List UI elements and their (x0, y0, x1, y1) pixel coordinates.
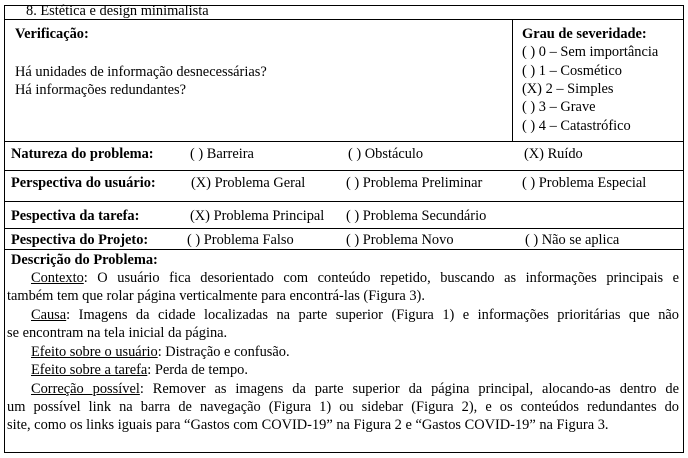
cause-text: : Imagens da cidade localizadas na parte superior (Figura 1) e informações prioritárias que não (66, 307, 679, 323)
task-effect-line (31, 361, 679, 379)
cause-line (31, 306, 679, 324)
cause-line (7, 324, 679, 342)
project-perspective-option: ( ) Problema Novo (346, 232, 454, 248)
context-line (31, 269, 679, 287)
cause-label: Causa (31, 307, 67, 323)
task-effect-text: : Perda de tempo. (147, 362, 248, 378)
nature-label: Natureza do problema: (11, 146, 154, 162)
user-effect-line (31, 343, 679, 361)
context-label: Contexto (31, 270, 84, 286)
table-divider (4, 141, 684, 142)
user-perspective-option: ( ) Problema Preliminar (346, 175, 483, 191)
table-divider (4, 201, 684, 202)
fix-line (7, 398, 679, 416)
context-text: também tem que rolar página verticalmente para encontrá-las (Figura 3). (7, 288, 425, 304)
heuristic-evaluation-form (4, 5, 684, 453)
task-perspective-option: ( ) Problema Secundário (346, 208, 487, 224)
nature-option-selected: (X) Ruído (524, 146, 583, 162)
fix-line (31, 380, 679, 398)
project-perspective-option: ( ) Não se aplica (525, 232, 620, 248)
fix-text: um possível link na barra de navegação (Figura 1) ou sidebar (Figura 2), e os conteúdos redundantes do (7, 399, 679, 415)
severity-option: ( ) 4 – Catastrófico (522, 118, 631, 134)
task-perspective-option-selected: (X) Problema Principal (190, 208, 325, 224)
cause-text: se encontram na tela inicial da página. (7, 325, 228, 341)
user-perspective-label: Perspectiva do usuário: (11, 175, 156, 191)
table-column-divider (512, 19, 513, 141)
table-divider (4, 249, 684, 250)
table-divider (4, 170, 684, 171)
severity-option-selected: (X) 2 – Simples (522, 81, 614, 97)
user-perspective-option: ( ) Problema Especial (522, 175, 647, 191)
nature-option: ( ) Barreira (190, 146, 254, 162)
task-perspective-label: Pespectiva da tarefa: (11, 208, 140, 224)
fix-label: Correção possível (31, 381, 140, 397)
severity-title: Grau de severidade: (522, 26, 647, 42)
section-heading: 8. Estética e design minimalista (26, 3, 209, 19)
table-border-left (4, 5, 5, 453)
fix-text: : Remover as imagens da parte superior da página principal, alocando-as dentro de (139, 381, 679, 397)
context-line (7, 287, 679, 305)
verification-question: Há informações redundantes? (15, 82, 187, 98)
context-text: : O usuário fica desorientado com conteúdo repetido, buscando as informações principais e (83, 270, 679, 286)
severity-option: ( ) 1 – Cosmético (522, 63, 622, 79)
user-effect-text: : Distração e confusão. (157, 344, 290, 360)
task-effect-label: Efeito sobre a tarefa (31, 362, 148, 378)
fix-text: site, como os links iguais para “Gastos com COVID-19” na Figura 2 e “Gastos COVID-19” na Figura 3. (7, 417, 609, 433)
user-perspective-option-selected: (X) Problema Geral (191, 175, 306, 191)
verification-question: Há unidades de informação desnecessárias? (15, 64, 267, 80)
verification-title: Verificação: (15, 26, 89, 42)
fix-line (7, 416, 679, 434)
table-divider (4, 228, 684, 229)
severity-option: ( ) 0 – Sem importância (522, 44, 659, 60)
severity-option: ( ) 3 – Grave (522, 99, 596, 115)
project-perspective-option: ( ) Problema Falso (187, 232, 294, 248)
description-title: Descrição do Problema: (11, 252, 158, 268)
project-perspective-label: Pespectiva do Projeto: (11, 232, 149, 248)
nature-option: ( ) Obstáculo (348, 146, 424, 162)
table-border-right (683, 5, 684, 453)
table-border-bottom (4, 452, 684, 453)
user-effect-label: Efeito sobre o usuário (31, 344, 158, 360)
